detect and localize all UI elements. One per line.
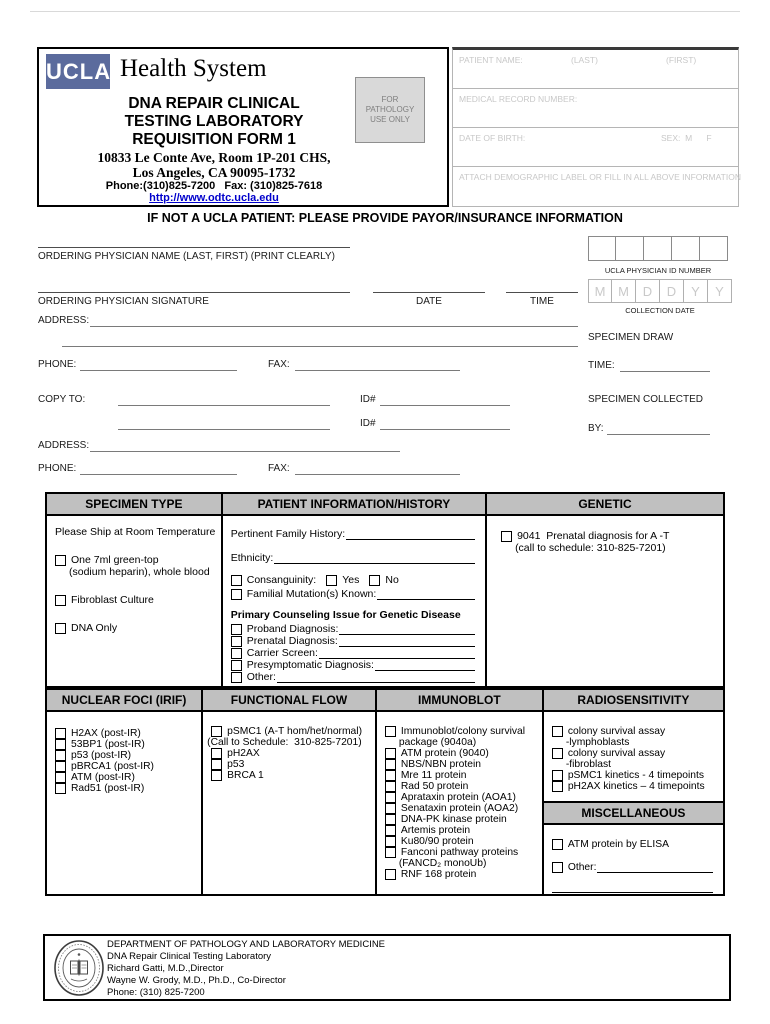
item-label: pH2AX <box>227 748 260 759</box>
checkbox-item <box>55 772 191 783</box>
fax2-label: FAX: <box>268 463 290 474</box>
patient-info-header: PATIENT INFORMATION/HISTORY <box>223 494 485 516</box>
checkbox-item <box>552 862 713 873</box>
item-label: Aprataxin protein (AOA1) <box>400 792 516 803</box>
item-label: Presymptomatic Diagnosis: <box>246 659 374 671</box>
checkbox-item <box>211 759 365 770</box>
copy-to-line1[interactable] <box>118 405 330 406</box>
patient-demographics-box <box>452 47 739 207</box>
item-label: Other: <box>567 862 597 873</box>
checkbox[interactable] <box>552 770 563 781</box>
item-label: Prenatal Diagnosis: <box>246 635 338 647</box>
collection-date-boxes[interactable] <box>588 279 732 303</box>
checkbox-item <box>385 803 532 814</box>
item-label: colony survival assay <box>567 748 666 759</box>
checkbox[interactable] <box>385 792 396 803</box>
item-label: pSMC1 kinetics - 4 timepoints <box>567 770 705 781</box>
checkbox-item <box>211 748 365 759</box>
immunoblot-header: IMMUNOBLOT <box>377 690 542 712</box>
checkbox-item <box>231 623 475 635</box>
nuclear-foci-list <box>47 728 201 794</box>
item-sublabel: -fibroblast <box>565 759 612 770</box>
id-cell[interactable] <box>616 236 644 261</box>
footer-dept: DEPARTMENT OF PATHOLOGY AND LABORATORY MEDICINE <box>107 939 386 950</box>
checkbox[interactable] <box>211 770 222 781</box>
address-line2[interactable] <box>62 346 578 347</box>
collected-by-line[interactable] <box>607 434 710 435</box>
item-label: 53BP1 (post-IR) <box>71 739 145 750</box>
specimen-time-label: TIME: <box>588 360 615 371</box>
checkbox[interactable] <box>385 759 396 770</box>
item-label: Yes <box>342 574 360 586</box>
university-seal-icon <box>53 939 105 997</box>
miscellaneous-header: MISCELLANEOUS <box>544 801 723 825</box>
item-label: Rad 50 protein <box>400 781 469 792</box>
checkbox-item <box>231 671 475 683</box>
lab-address <box>39 150 389 180</box>
checkbox-item <box>552 726 713 737</box>
functional-flow-body <box>203 712 375 894</box>
collected-by-label: BY: <box>588 423 604 434</box>
footer-phone: Phone: (310) 825-7200 <box>107 987 205 998</box>
radiosensitivity-list <box>544 726 723 792</box>
checkbox-item <box>385 792 532 803</box>
specimen-table <box>45 492 725 688</box>
patient-last-label: (LAST) <box>571 55 598 65</box>
form-title-line2: TESTING LABORATORY <box>124 113 304 130</box>
attach-label-row <box>453 167 741 206</box>
patient-first-label: (FIRST) <box>666 55 697 65</box>
item-label: DNA Only <box>71 622 118 634</box>
item-label: ATM (post-IR) <box>71 772 135 783</box>
write-in-line[interactable] <box>319 648 475 659</box>
time-line[interactable] <box>506 292 578 293</box>
checkbox[interactable] <box>231 575 242 586</box>
phone-label: PHONE: <box>38 359 77 370</box>
sex-label: SEX: M F <box>661 133 712 143</box>
radiosensitivity-body <box>544 712 723 894</box>
physician-name-label: ORDERING PHYSICIAN NAME (LAST, FIRST) (PRINT CLEARLY) <box>38 251 335 262</box>
checkbox-item <box>231 588 475 600</box>
patient-name-row[interactable] <box>453 50 738 89</box>
list-text <box>231 528 475 540</box>
mrn-label: MEDICAL RECORD NUMBER: <box>459 94 578 104</box>
form-title-line1: DNA REPAIR CLINICAL <box>128 95 300 112</box>
checkbox-item <box>55 750 191 761</box>
checkbox[interactable] <box>55 728 66 739</box>
item-label: Fanconi pathway proteins <box>400 847 519 858</box>
specimen-time-line[interactable] <box>620 371 710 372</box>
list-text <box>231 552 475 564</box>
physician-id-label: UCLA PHYSICIAN ID NUMBER <box>604 266 712 275</box>
checkbox-item <box>231 659 475 671</box>
checkbox[interactable] <box>55 595 66 606</box>
phone2-label: PHONE: <box>38 463 77 474</box>
item-label: Proband Diagnosis: <box>246 623 339 635</box>
checkbox[interactable] <box>385 825 396 836</box>
collection-date-cell[interactable]: Y <box>684 279 708 303</box>
item-sublabel: (FANCD₂ monoUb) <box>398 858 487 869</box>
item-label: No <box>385 574 399 586</box>
patient-info-list <box>223 528 485 683</box>
checkbox-item <box>552 770 713 781</box>
form-title <box>39 95 389 149</box>
nuclear-foci-header: NUCLEAR FOCI (IRIF) <box>47 690 201 712</box>
checkbox-item <box>55 783 191 794</box>
item-label: ATM protein by ELISA <box>567 839 669 850</box>
write-in-line[interactable] <box>346 529 475 540</box>
checkbox-item <box>552 748 713 759</box>
item-label: BRCA 1 <box>227 770 264 781</box>
checkbox-item <box>211 770 365 781</box>
checkbox[interactable] <box>385 803 396 814</box>
checkbox-item <box>211 726 365 737</box>
item-sublabel: (sodium heparin), whole blood <box>69 566 210 578</box>
item-label: p53 <box>227 759 245 770</box>
id-cell[interactable] <box>588 236 616 261</box>
checkbox[interactable] <box>552 839 563 850</box>
item-label: pH2AX kinetics – 4 timepoints <box>567 781 705 792</box>
footer-text <box>107 939 385 999</box>
lab-url-link[interactable]: http://www.odtc.ucla.edu <box>149 192 279 204</box>
pathology-line1: FOR <box>381 95 399 104</box>
physician-name-line[interactable] <box>38 247 350 248</box>
specimen-type-header: SPECIMEN TYPE <box>47 494 221 516</box>
checkbox[interactable] <box>231 636 242 647</box>
fax-line[interactable] <box>295 370 460 371</box>
health-system-brand: Health System <box>120 55 267 82</box>
ucla-logo: UCLA <box>46 54 110 89</box>
specimen-type-body <box>47 516 221 686</box>
checkbox-item <box>385 825 532 836</box>
signature-label: ORDERING PHYSICIAN SIGNATURE <box>38 296 209 307</box>
checkbox-item <box>385 847 532 858</box>
checkbox-item <box>385 726 532 737</box>
pathology-use-only-box <box>355 77 425 143</box>
checkbox-item <box>385 748 532 759</box>
footer-director: Richard Gatti, M.D.,Director <box>107 963 224 974</box>
specimen-type-list <box>47 554 221 634</box>
item-label: Mre 11 protein <box>400 770 467 781</box>
id2-line[interactable] <box>380 429 510 430</box>
item-label: 9041 Prenatal diagnosis for A -T <box>517 530 670 542</box>
address-line[interactable] <box>90 326 578 327</box>
checkbox[interactable] <box>385 836 396 847</box>
checkbox[interactable] <box>55 761 66 772</box>
checkbox-item <box>55 554 211 566</box>
list-text <box>231 609 475 621</box>
genetic-header: GENETIC <box>487 494 723 516</box>
checkbox[interactable] <box>211 759 222 770</box>
checkbox-item <box>501 530 713 542</box>
address2-line[interactable] <box>90 451 400 452</box>
specimen-collected-label: SPECIMEN COLLECTED <box>588 394 704 405</box>
checkbox-item <box>55 594 211 606</box>
nuclear-foci-column <box>47 690 203 894</box>
lab-address-line1: 10833 Le Conte Ave, Room 1P-201 CHS, <box>97 150 331 165</box>
checkbox[interactable] <box>385 781 396 792</box>
genetic-list <box>493 530 723 554</box>
item-label: One 7ml green-top <box>71 554 159 566</box>
item-label: DNA-PK kinase protein <box>400 814 507 825</box>
assay-table <box>45 688 725 896</box>
item-label: Primary Counseling Issue for Genetic Disease <box>230 609 461 621</box>
id-cell[interactable] <box>672 236 700 261</box>
checkbox[interactable] <box>385 814 396 825</box>
immunoblot-column <box>377 690 544 894</box>
footer-box <box>43 934 731 1001</box>
signature-line[interactable] <box>38 292 350 293</box>
patient-name-label: PATIENT NAME: <box>459 55 523 65</box>
ship-note: Please Ship at Room Temperature <box>55 526 216 538</box>
dob-label: DATE OF BIRTH: <box>459 133 526 143</box>
write-in-line[interactable] <box>375 660 475 671</box>
checkbox[interactable] <box>231 660 242 671</box>
date-label: DATE <box>416 296 442 307</box>
pathology-line2: PATHOLOGY <box>365 105 415 114</box>
checkbox[interactable] <box>231 589 242 600</box>
item-label: Carrier Screen: <box>246 647 318 659</box>
item-label: p53 (post-IR) <box>71 750 132 761</box>
fax-label: FAX: <box>268 359 290 370</box>
functional-flow-column <box>203 690 377 894</box>
functional-flow-header: FUNCTIONAL FLOW <box>203 690 375 712</box>
write-in-line[interactable] <box>274 553 475 564</box>
patient-info-body <box>223 516 485 686</box>
collection-date-label: COLLECTION DATE <box>625 306 695 315</box>
checkbox-item <box>385 781 532 792</box>
collection-date-cell[interactable]: D <box>660 279 684 303</box>
date-line[interactable] <box>373 292 485 293</box>
checkbox[interactable] <box>385 847 396 858</box>
checkbox[interactable] <box>552 862 563 873</box>
genetic-column <box>487 494 723 686</box>
lab-phone-fax: Phone:(310)825-7200 Fax: (310)825-7618 <box>105 180 323 192</box>
checkbox[interactable] <box>501 531 512 542</box>
write-in-line[interactable] <box>552 882 713 893</box>
collection-date-cell[interactable]: D <box>636 279 660 303</box>
pathology-line3: USE ONLY <box>370 115 410 124</box>
physician-id-boxes[interactable] <box>588 236 728 261</box>
checkbox-item <box>552 839 713 850</box>
item-label: (Call to Schedule: 310-825-7201) <box>207 737 362 748</box>
address2-label: ADDRESS: <box>38 440 90 451</box>
write-in-line[interactable] <box>339 636 475 647</box>
miscellaneous-list <box>544 839 723 893</box>
write-in-line[interactable] <box>277 672 475 683</box>
checkbox-item <box>385 869 532 880</box>
checkbox-item <box>55 739 191 750</box>
fax2-line[interactable] <box>295 474 460 475</box>
list-text <box>207 737 365 748</box>
id1-line[interactable] <box>380 405 510 406</box>
item-label: colony survival assay <box>567 726 666 737</box>
checkbox[interactable] <box>55 555 66 566</box>
page-top-edge <box>30 11 740 12</box>
checkbox[interactable] <box>385 869 396 880</box>
nuclear-foci-body <box>47 712 201 894</box>
checkbox[interactable] <box>55 783 66 794</box>
checkbox[interactable] <box>55 739 66 750</box>
item-label: Pertinent Family History: <box>230 528 346 540</box>
time-label: TIME <box>530 296 554 307</box>
checkbox[interactable] <box>211 726 222 737</box>
specimen-draw-label: SPECIMEN DRAW <box>588 332 674 343</box>
checkbox[interactable] <box>552 726 563 737</box>
item-label: Ku80/90 protein <box>400 836 474 847</box>
checkbox-item <box>385 770 532 781</box>
checkbox-item <box>231 574 475 586</box>
checkbox-item <box>55 761 191 772</box>
copy-to-label: COPY TO: <box>38 394 86 405</box>
checkbox[interactable] <box>231 648 242 659</box>
specimen-type-column <box>47 494 223 686</box>
item-sublabel: (call to schedule: 310-825-7201) <box>515 542 666 554</box>
checkbox[interactable] <box>55 623 66 634</box>
item-sublabel: package (9040a) <box>398 737 477 748</box>
phone2-line[interactable] <box>80 474 237 475</box>
item-label: Fibroblast Culture <box>71 594 154 606</box>
checkbox[interactable] <box>552 748 563 759</box>
checkbox[interactable] <box>369 575 380 586</box>
checkbox[interactable] <box>55 772 66 783</box>
attach-label: ATTACH DEMOGRAPHIC LABEL OR FILL IN ALL ABOVE INFORMATION <box>459 172 741 182</box>
checkbox-item <box>552 781 713 792</box>
radiosensitivity-header: RADIOSENSITIVITY <box>544 690 723 712</box>
item-label: Other: <box>246 671 276 683</box>
checkbox[interactable] <box>385 748 396 759</box>
footer-codirector: Wayne W. Grody, M.D., Ph.D., Co-Director <box>107 975 286 986</box>
item-label: NBS/NBN protein <box>400 759 481 770</box>
address-label: ADDRESS: <box>38 315 90 326</box>
id2-label: ID# <box>360 418 376 429</box>
footer-lab: DNA Repair Clinical Testing Laboratory <box>107 951 272 962</box>
id-cell[interactable] <box>644 236 672 261</box>
checkbox[interactable] <box>231 672 242 683</box>
item-label: RNF 168 protein <box>400 869 477 880</box>
form-title-line3: REQUISITION FORM 1 <box>132 131 296 148</box>
item-label: Immunoblot/colony survival <box>400 726 526 737</box>
checkbox-item <box>385 759 532 770</box>
phone-line[interactable] <box>80 370 237 371</box>
checkbox-item <box>55 728 191 739</box>
patient-info-column <box>223 494 487 686</box>
item-label: pSMC1 (A-T hom/het/normal) <box>227 726 362 737</box>
item-label: Senataxin protein (AOA2) <box>400 803 519 814</box>
write-in-line[interactable] <box>339 624 475 635</box>
checkbox[interactable] <box>211 748 222 759</box>
write-in-line[interactable] <box>377 589 475 600</box>
checkbox-item <box>231 647 475 659</box>
checkbox-item <box>231 635 475 647</box>
medical-record-row[interactable] <box>453 89 738 128</box>
item-sublabel: -lymphoblasts <box>565 737 630 748</box>
checkbox-item <box>55 622 211 634</box>
genetic-body <box>487 516 723 686</box>
checkbox[interactable] <box>231 624 242 635</box>
payor-banner: IF NOT A UCLA PATIENT: PLEASE PROVIDE PAYOR/INSURANCE INFORMATION <box>147 211 623 225</box>
checkbox[interactable] <box>55 750 66 761</box>
item-label: Consanguinity: <box>246 574 317 586</box>
id1-label: ID# <box>360 394 376 405</box>
collection-date-cell[interactable]: M <box>612 279 636 303</box>
lab-address-line2: Los Angeles, CA 90095-1732 <box>132 165 296 180</box>
collection-date-cell[interactable]: M <box>588 279 612 303</box>
dob-sex-row[interactable] <box>453 128 738 167</box>
item-label: Artemis protein <box>400 825 471 836</box>
functional-flow-list <box>203 726 375 781</box>
checkbox[interactable] <box>385 770 396 781</box>
checkbox[interactable] <box>326 575 337 586</box>
radiosensitivity-column <box>544 690 723 894</box>
id-cell[interactable] <box>700 236 728 261</box>
immunoblot-body <box>377 712 542 894</box>
copy-to-line2[interactable] <box>118 429 330 430</box>
item-label: pBRCA1 (post-IR) <box>71 761 154 772</box>
write-in-line[interactable] <box>597 862 713 873</box>
item-label: ATM protein (9040) <box>400 748 489 759</box>
checkbox[interactable] <box>385 726 396 737</box>
checkbox-item <box>385 814 532 825</box>
checkbox-item <box>385 836 532 847</box>
checkbox[interactable] <box>552 781 563 792</box>
item-label: H2AX (post-IR) <box>71 728 141 739</box>
immunoblot-list <box>377 726 542 880</box>
item-label: Rad51 (post-IR) <box>71 783 145 794</box>
item-label: Ethnicity: <box>230 552 274 564</box>
collection-date-cell[interactable]: Y <box>708 279 732 303</box>
item-label: Familial Mutation(s) Known: <box>246 588 377 600</box>
